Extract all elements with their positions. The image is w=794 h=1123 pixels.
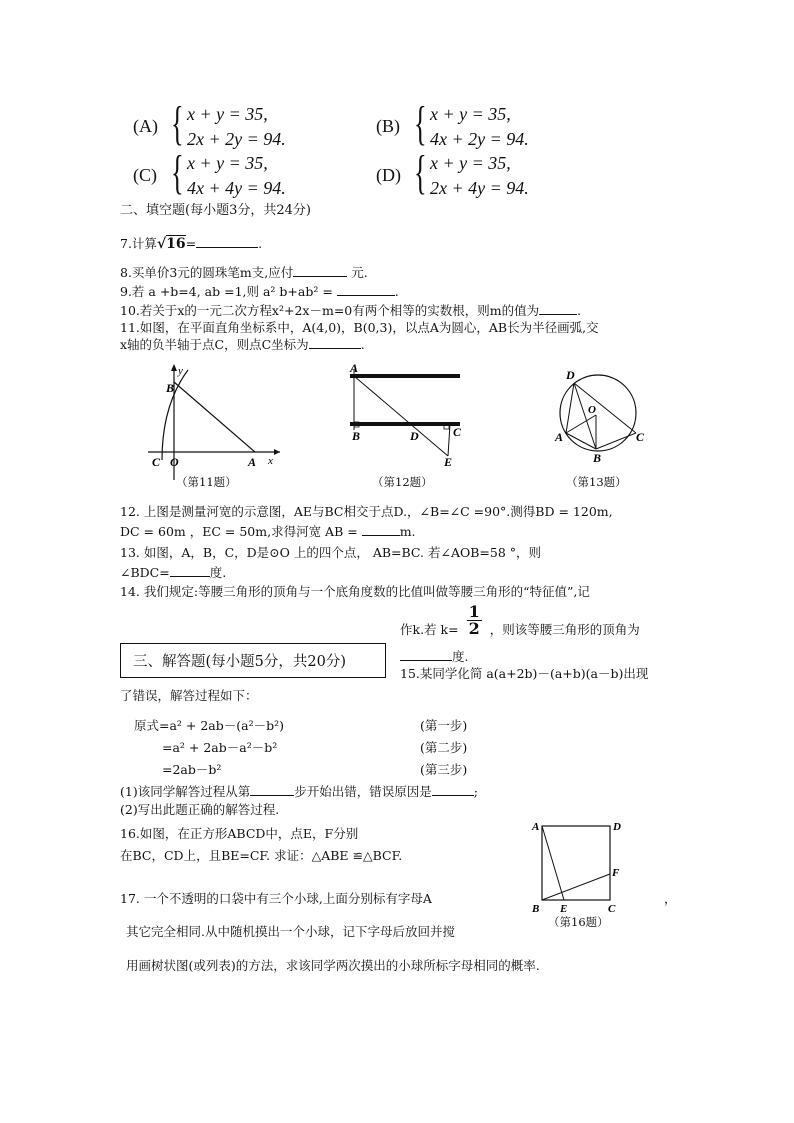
equation-2: 2x + 2y = 94.: [187, 129, 286, 149]
answer-blank[interactable]: [196, 235, 258, 248]
step-3-label: (第三步): [420, 762, 468, 777]
point-label-b: B: [593, 451, 602, 465]
figure-11-caption: （第11题）: [176, 475, 237, 489]
point-label-c: C: [636, 430, 645, 444]
question-15: 15.某同学化简 a(a+2b)－(a+b)(a－b)出现: [400, 666, 649, 681]
question-14-answer: 度.: [400, 648, 468, 665]
square-figure: [528, 818, 628, 918]
point-label-a: A: [532, 821, 540, 833]
question-10: 10.若关于x的一元二次方程x²+2x－m=0有两个相等的实数根，则m的值为 .: [120, 303, 582, 318]
equation-1: x + y = 35,: [430, 104, 511, 124]
step-1-expr: 原式=a² + 2ab－(a²－b²): [134, 718, 284, 733]
option-label: (D): [376, 165, 401, 185]
point-label-b: B: [166, 381, 175, 395]
question-17-line1-tail: ，: [664, 891, 677, 906]
question-15-line2: 了错误，解答过程如下：: [120, 688, 258, 703]
question-17-line3: 用画树状图(或列表)的方法，求该同学两次摸出的小球所标字母相同的概率.: [126, 958, 540, 973]
question-13: 13. 如图，A，B，C，D是⊙O 上的四个点， AB=BC. 若∠AOB=58 °，则 ∠BDC= 度.: [120, 545, 542, 580]
answer-blank[interactable]: [400, 648, 452, 661]
question-16: 16.如图，在正方形ABCD中，点E，F分别 在BC，CD上，且BE=CF. 求证：△ABE ≌△BCF.: [120, 826, 403, 863]
point-label-e: E: [560, 903, 568, 915]
point-label-b: B: [352, 429, 361, 443]
answer-blank[interactable]: [309, 336, 361, 349]
question-11: 11.如图，在平面直角坐标系中，A(4,0)，B(0,3)，以点A为圆心，AB长为半径画弧,交 x轴的负半轴于点C，则点C坐标为 .: [120, 320, 599, 352]
point-label-c: C: [608, 903, 616, 915]
answer-blank[interactable]: [337, 283, 395, 296]
question-7: 7.计算√16= .: [120, 236, 263, 252]
equation-1: x + y = 35,: [187, 153, 268, 173]
point-label-a: A: [555, 430, 564, 444]
equation-2: 4x + 2y = 94.: [430, 129, 529, 149]
circle-figure: [550, 365, 650, 465]
brace-icon: {: [171, 97, 184, 150]
section-title: 二、填空题(每小题3分，共24分): [120, 203, 311, 218]
answer-blank[interactable]: [170, 564, 210, 577]
figure-13: [550, 365, 650, 465]
option-label: (B): [376, 116, 400, 136]
question-14: 14. 我们规定:等腰三角形的顶角与一个底角度数的比值叫做等腰三角形的“特征值”,记: [120, 584, 590, 599]
coordinate-figure: [140, 360, 290, 490]
option-label: (A): [133, 116, 158, 136]
point-label-d: D: [613, 821, 621, 833]
river-figure: [340, 360, 470, 470]
answer-blank[interactable]: [293, 264, 347, 277]
brace-icon: {: [414, 146, 427, 199]
axis-label-y: y: [178, 365, 183, 377]
point-label-c: C: [152, 455, 161, 469]
figure-16-caption: （第16题）: [548, 915, 609, 929]
brace-icon: {: [414, 97, 427, 150]
fraction: $\frac{1}{2}$: [468, 602, 480, 638]
equation-2: 4x + 4y = 94.: [187, 178, 286, 198]
option-b: [376, 97, 576, 152]
point-label-o: O: [170, 455, 179, 469]
question-9: 9.若 a +b=4, ab =1,则 a² b+ab² = .: [120, 284, 399, 299]
point-label-d: D: [410, 429, 419, 443]
answer-blank[interactable]: [432, 783, 474, 796]
point-label-c: C: [453, 425, 462, 439]
figure-13-caption: （第13题）: [566, 475, 627, 489]
question-14-continued: 作k.若 k= $\frac{1}{2}$ ，则该等腰三角形的顶角为: [400, 602, 640, 638]
point-label-o: O: [588, 404, 596, 416]
option-d: [376, 146, 576, 201]
step-2-label: (第二步): [420, 740, 468, 755]
point-label-f: F: [612, 867, 620, 879]
answer-blank[interactable]: [362, 523, 400, 536]
question-17-line1: 17. 一个不透明的口袋中有三个小球,上面分别标有字母A: [120, 891, 432, 906]
point-label-b: B: [532, 903, 540, 915]
answer-blank[interactable]: [539, 302, 577, 315]
question-15-sub2: (2)写出此题正确的解答过程.: [120, 802, 280, 817]
option-label: (C): [133, 165, 157, 185]
option-c: [133, 146, 333, 201]
brace-icon: {: [171, 146, 184, 199]
section-3-title: 三、解答题(每小题5分，共20分): [120, 643, 386, 678]
equation-2: 2x + 4y = 94.: [430, 178, 529, 198]
option-a: [133, 97, 333, 152]
step-1-label: (第一步): [420, 718, 468, 733]
equation-1: x + y = 35,: [430, 153, 511, 173]
point-label-a: A: [350, 361, 359, 375]
answer-blank[interactable]: [250, 783, 294, 796]
figure-11: [140, 360, 290, 490]
figure-12-caption: （第12题）: [372, 475, 433, 489]
point-label-e: E: [444, 455, 453, 469]
question-17-line2: 其它完全相同.从中随机摸出一个小球，记下字母后放回并搅: [126, 924, 455, 939]
step-2-expr: =a² + 2ab－a²－b²: [162, 740, 278, 755]
question-15-sub1: (1)该同学解答过程从第 步开始出错，错误原因是 ;: [120, 784, 478, 799]
point-label-d: D: [566, 368, 575, 382]
axis-label-x: x: [268, 455, 273, 467]
point-label-a: A: [248, 455, 257, 469]
figure-16: [528, 818, 628, 918]
question-12: 12. 上图是测量河宽的示意图，AE与BC相交于点D.，∠B=∠C =90°.测得BD = 120m, DC = 60m ，EC = 50m,求得河宽 AB = m.: [120, 504, 613, 539]
equation-1: x + y = 35,: [187, 104, 268, 124]
figure-12: [340, 360, 470, 470]
question-8: 8.买单价3元的圆珠笔m支,应付 元.: [120, 265, 368, 280]
step-3-expr: =2ab－b²: [162, 762, 222, 777]
